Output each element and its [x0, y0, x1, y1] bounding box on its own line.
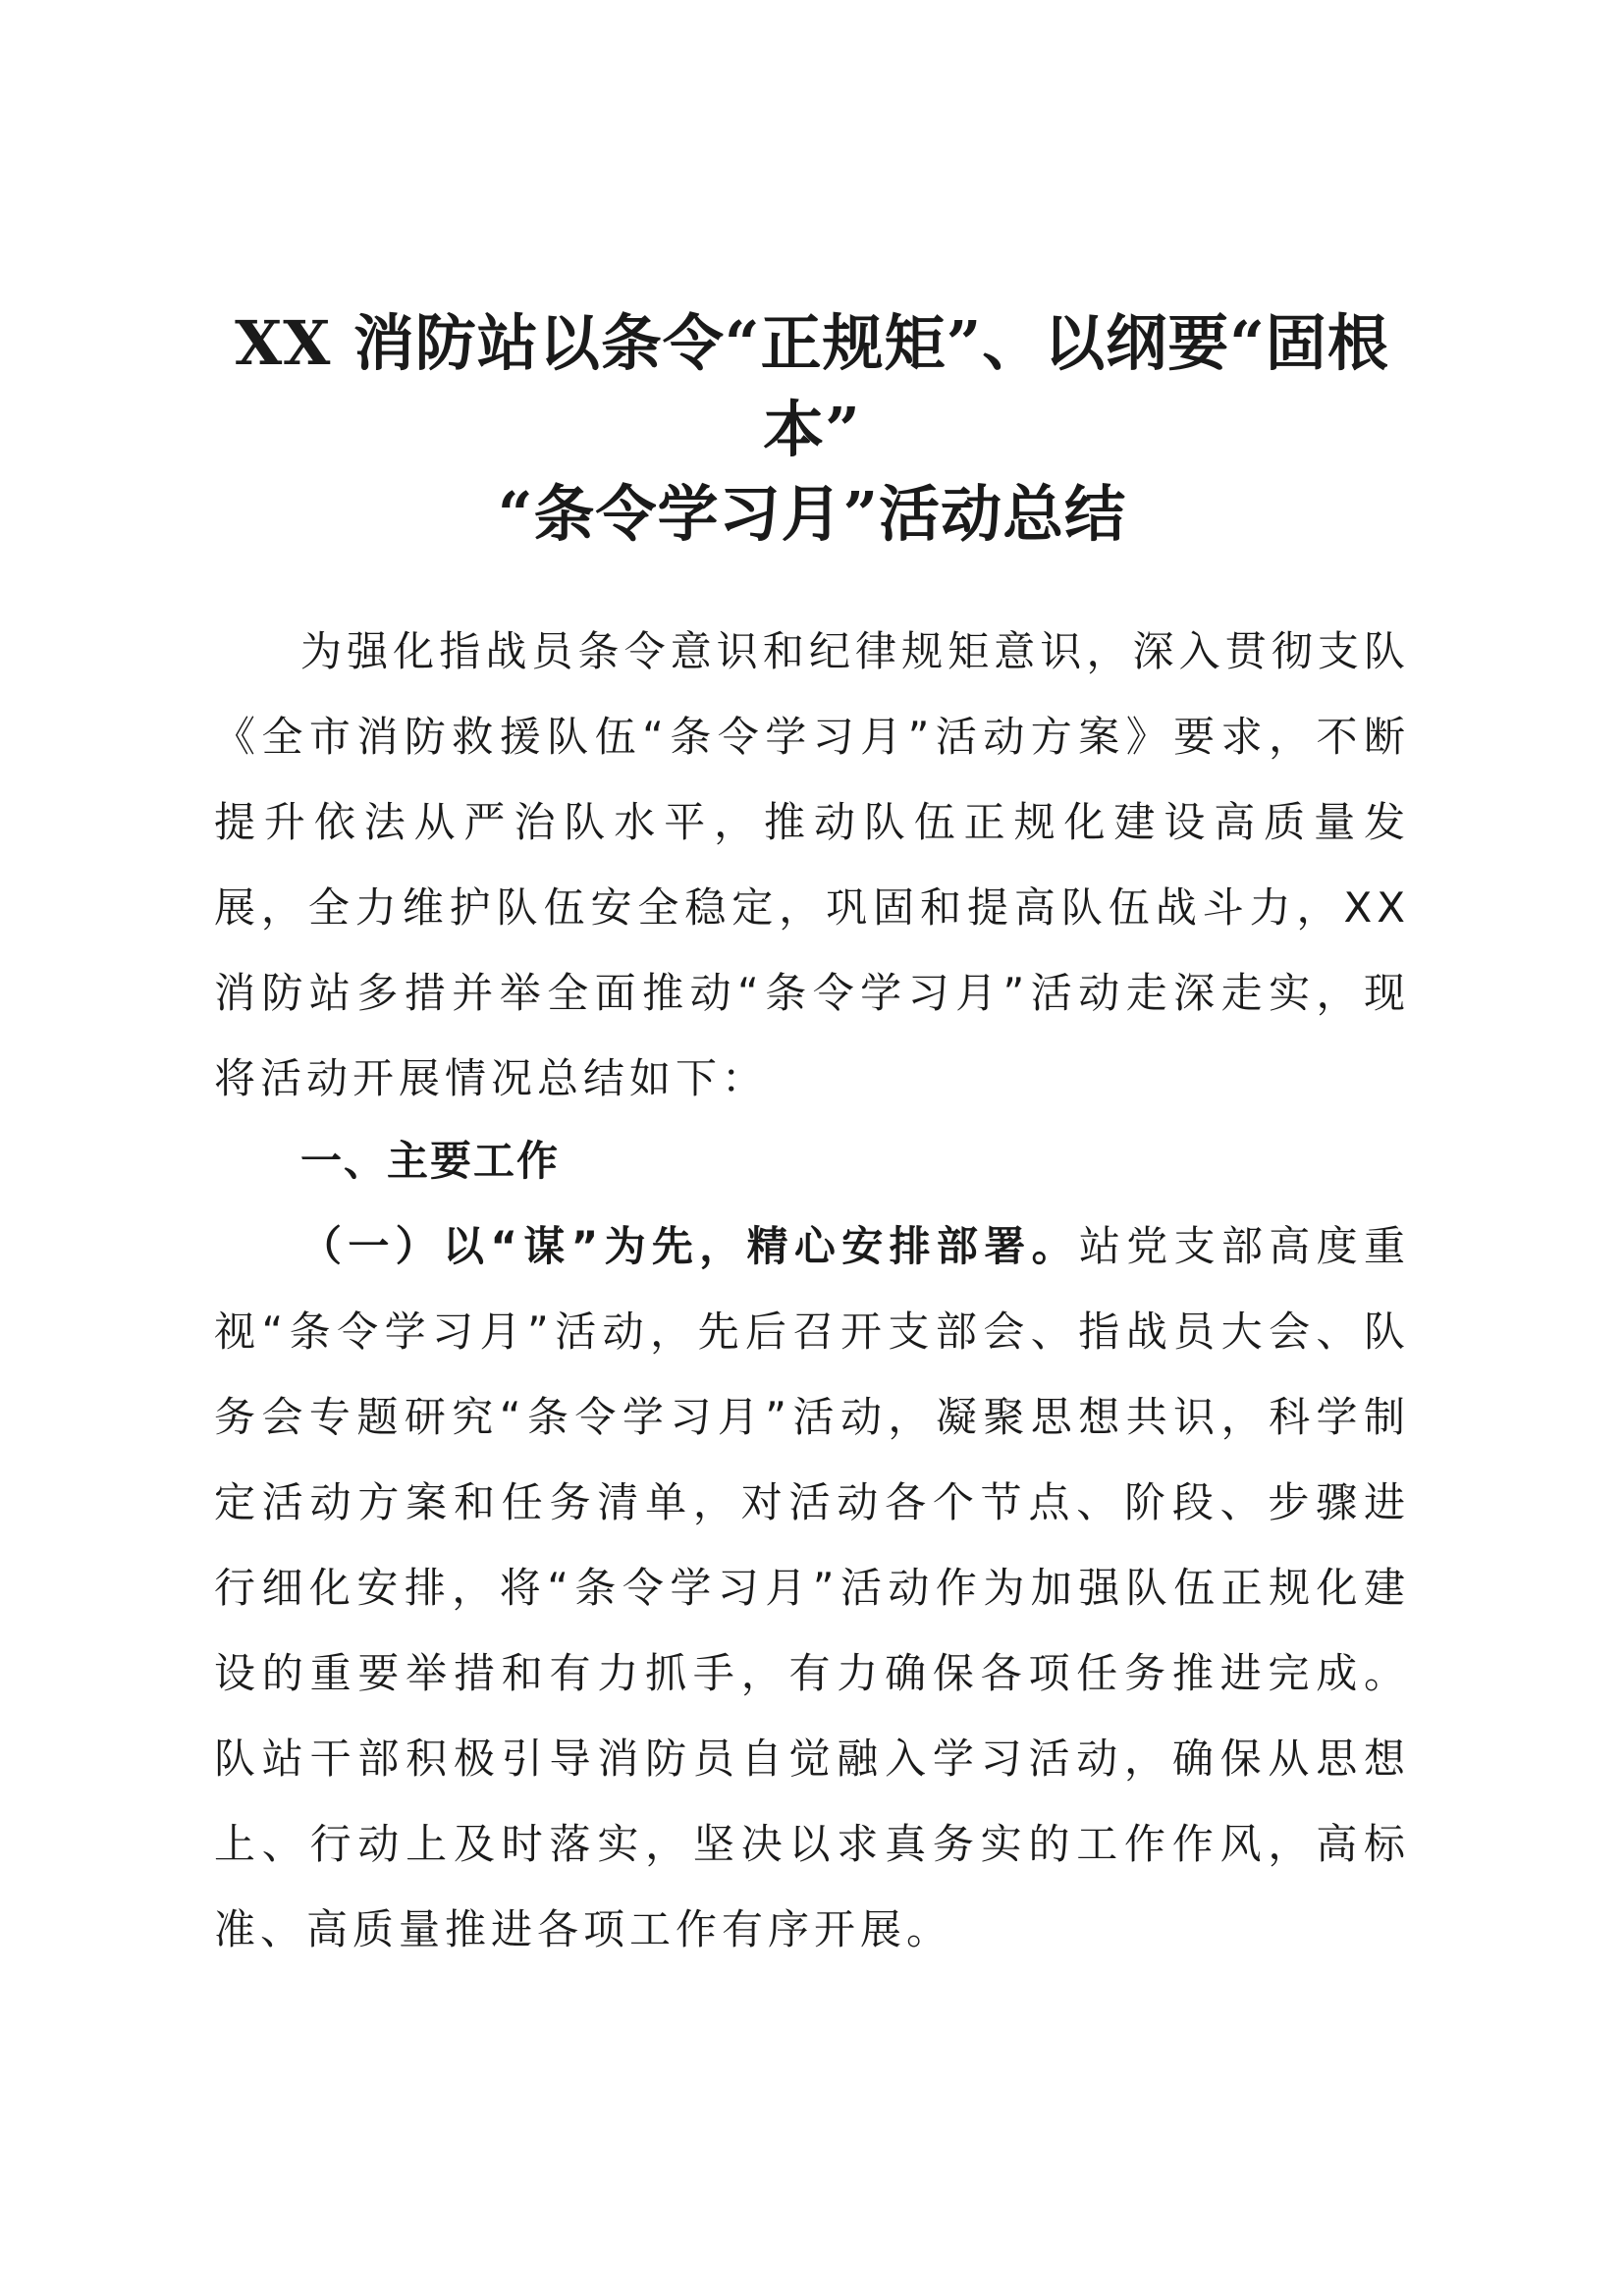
- section-heading-main-work: 一、主要工作: [300, 1137, 561, 1185]
- document-title-main: XX 消防站以条令“正规矩”、以纲要“固根本”: [235, 307, 1389, 465]
- item-one-lead: （一）以“谋”为先，精心安排部署。: [300, 1222, 1079, 1270]
- intro-paragraph: 为强化指战员条令意识和纪律规矩意识，深入贯彻支队《全市消防救援队伍“条令学习月”活动方案》要求，不断提升依法从严治队水平，推动队伍正规化建设高质量发展，全力维护队伍安全稳定，巩固和提高队伍战斗力，XX 消防站多措并举全面推动“条令学习月”活动走深走实，现将活动开展情况总结如下：: [214, 627, 1410, 1102]
- document-title-sub: “条令学习月”活动总结: [497, 478, 1127, 550]
- item-one-body: 站党支部高度重视“条令学习月”活动，先后召开支部会、指战员大会、队务会专题研究“条令学习月”活动，凝聚思想共识，科学制定活动方案和任务清单，对活动各个节点、阶段、步骤进行细化安排，将“条令学习月”活动作为加强队伍正规化建设的重要举措和有力抓手，有力确保各项任务推进完成。队站干部积极引导消防员自觉融入学习活动，确保从思想上、行动上及时落实，坚决以求真务实的工作作风，高标准、高质量推进各项工作有序开展。: [214, 1222, 1410, 1953]
- item-one-paragraph: [214, 1203, 1410, 1972]
